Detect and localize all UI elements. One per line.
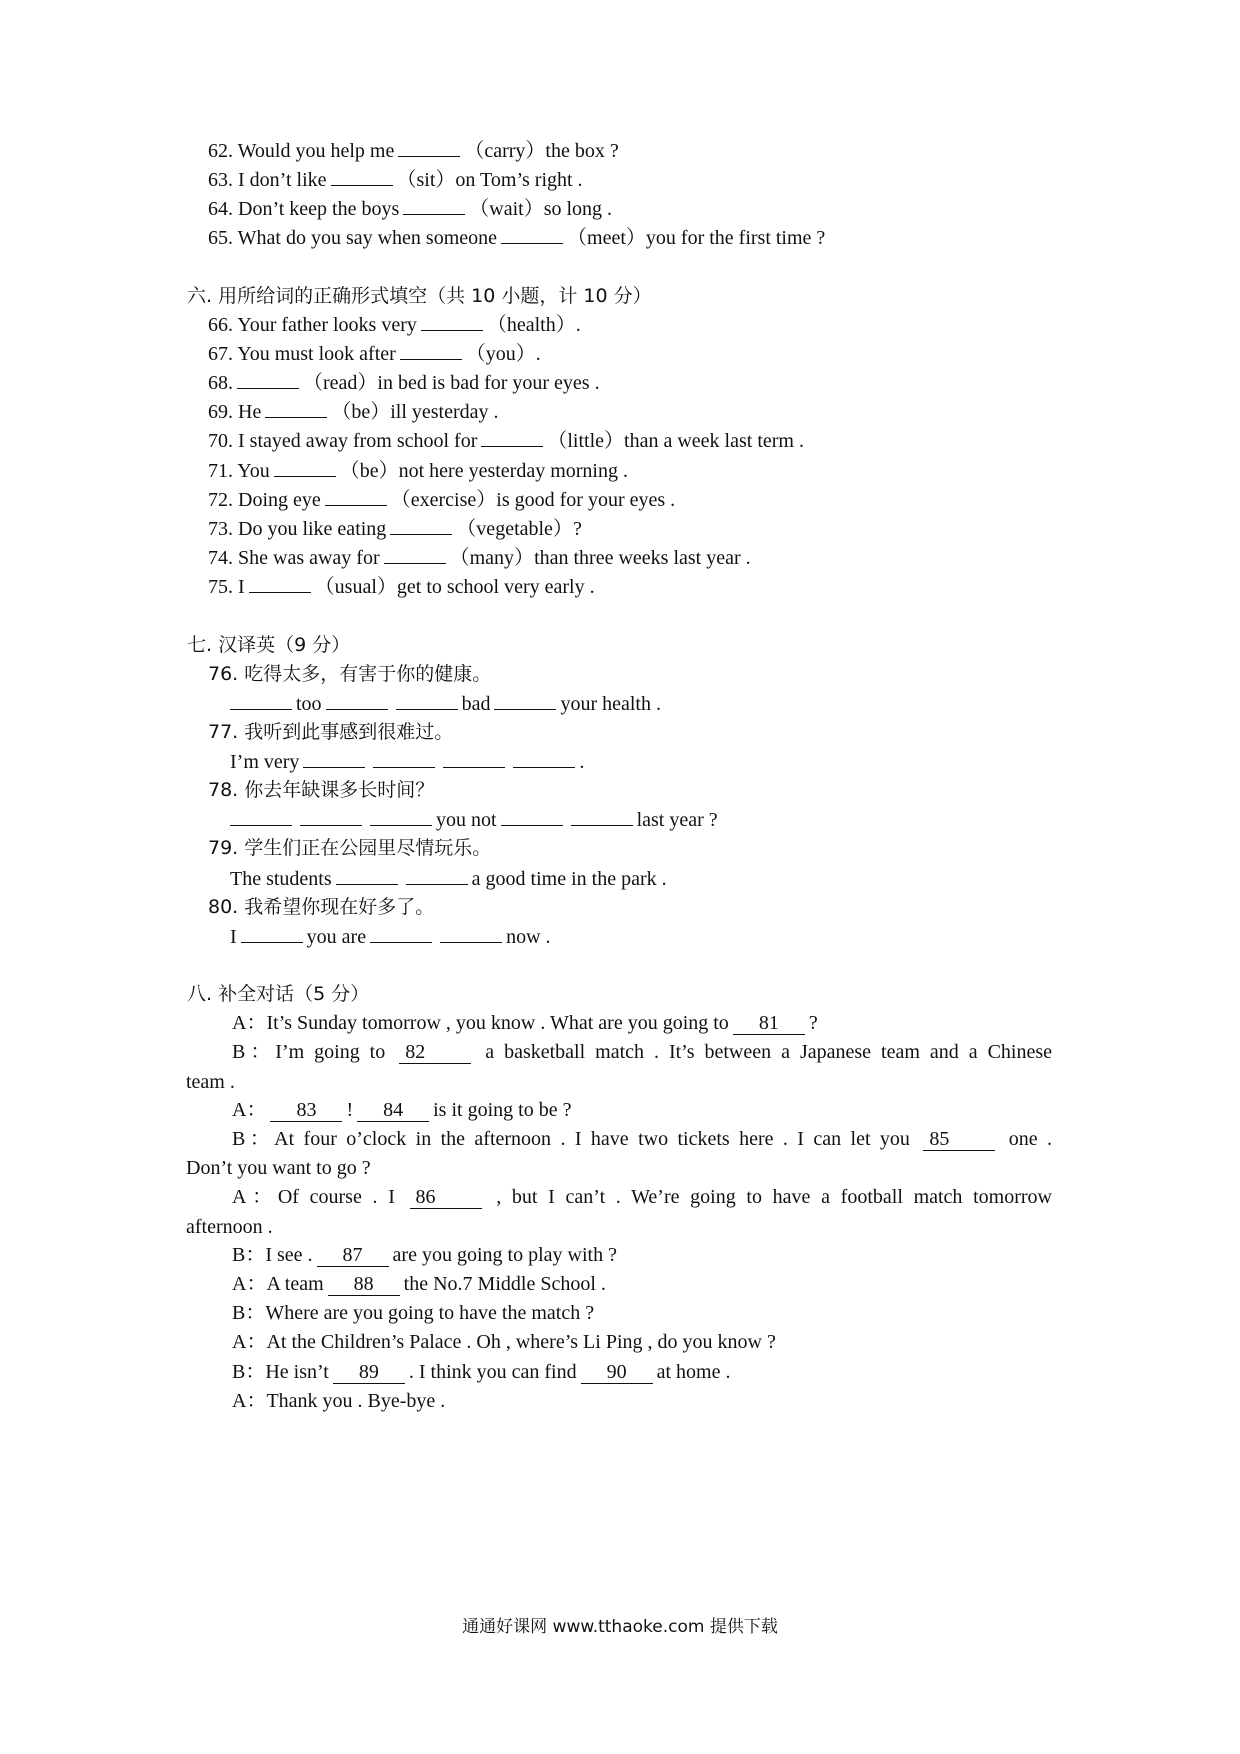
question-79-prompt: 79. 学生们正在公园里尽情玩乐。 xyxy=(208,837,492,859)
question-80-answer: I you are now . xyxy=(230,926,551,948)
question-77-prompt: 77. 我听到此事感到很难过。 xyxy=(208,721,454,743)
question-76-prompt: 76. 吃得太多，有害于你的健康。 xyxy=(208,663,492,685)
question-70: 70. I stayed away from school for （little）than a week last term . xyxy=(208,430,804,452)
dialogue-line-2: B：I’m going to 82 a basketball match . It’s between a Japanese team and a Chinese xyxy=(232,1041,1052,1063)
dialogue-line-2-cont: team . xyxy=(186,1071,235,1093)
question-79-answer: The students a good time in the park . xyxy=(230,868,667,890)
page-footer: 通通好课网 www.tthaoke.com 提供下载 xyxy=(462,1617,778,1637)
question-71: 71. You （be）not here yesterday morning . xyxy=(208,460,628,482)
question-76-answer: too bad your health . xyxy=(0,691,1240,717)
question-77-answer: I’m very . xyxy=(230,751,585,773)
dialogue-line-7: A：A team 88 the No.7 Middle School . xyxy=(232,1273,606,1295)
question-78-prompt: 78. 你去年缺课多长时间？ xyxy=(208,779,435,801)
dialogue-line-11: A：Thank you . Bye-bye . xyxy=(232,1390,446,1412)
dialogue-line-5-cont: afternoon . xyxy=(186,1216,273,1238)
dialogue-line-6: B：I see . 87 are you going to play with ? xyxy=(232,1244,617,1266)
dialogue-line-9: A：At the Children’s Palace . Oh , where’s Li Ping , do you know ? xyxy=(232,1331,776,1353)
question-68: 68. （read）in bed is bad for your eyes . xyxy=(208,372,600,394)
question-75: 75. I （usual）get to school very early . xyxy=(208,576,595,598)
question-64: 64. Don’t keep the boys （wait）so long . xyxy=(208,198,613,220)
question-63: 63. I don’t like （sit）on Tom’s right . xyxy=(208,169,583,191)
question-73: 73. Do you like eating （vegetable）? xyxy=(208,518,582,540)
dialogue-line-4: B：At four o’clock in the afternoon . I have two tickets here . I can let you 85 one . xyxy=(232,1128,1052,1150)
question-80-prompt: 80. 我希望你现在好多了。 xyxy=(208,896,435,918)
dialogue-line-1: A：It’s Sunday tomorrow , you know . What are you going to 81 ? xyxy=(232,1012,818,1034)
section-6-heading: 六. 用所给词的正确形式填空（共 10 小题，计 10 分） xyxy=(187,285,652,307)
question-66: 66. Your father looks very （health）. xyxy=(208,314,581,336)
section-8-heading: 八. 补全对话（5 分） xyxy=(187,983,370,1005)
section-7-heading: 七. 汉译英（9 分） xyxy=(187,634,351,656)
question-78-answer: you not last year ? xyxy=(0,807,1240,833)
dialogue-line-10: B：He isn’t 89 . I think you can find 90 at home . xyxy=(232,1361,731,1383)
dialogue-line-4-cont: Don’t you want to go ? xyxy=(186,1157,371,1179)
question-74: 74. She was away for （many）than three weeks last year . xyxy=(208,547,751,569)
question-62: 62. Would you help me （carry）the box ? xyxy=(208,140,619,162)
question-72: 72. Doing eye （exercise）is good for your eyes . xyxy=(208,489,676,511)
question-65: 65. What do you say when someone （meet）you for the first time ? xyxy=(208,227,826,249)
dialogue-line-3: A： 83 ! 84 is it going to be ? xyxy=(232,1099,572,1121)
question-69: 69. He （be）ill yesterday . xyxy=(208,401,499,423)
question-67: 67. You must look after （you）. xyxy=(208,343,541,365)
dialogue-line-8: B：Where are you going to have the match ? xyxy=(232,1302,595,1324)
dialogue-line-5: A：Of course . I 86 , but I can’t . We’re going to have a football match tomorrow xyxy=(232,1186,1052,1208)
